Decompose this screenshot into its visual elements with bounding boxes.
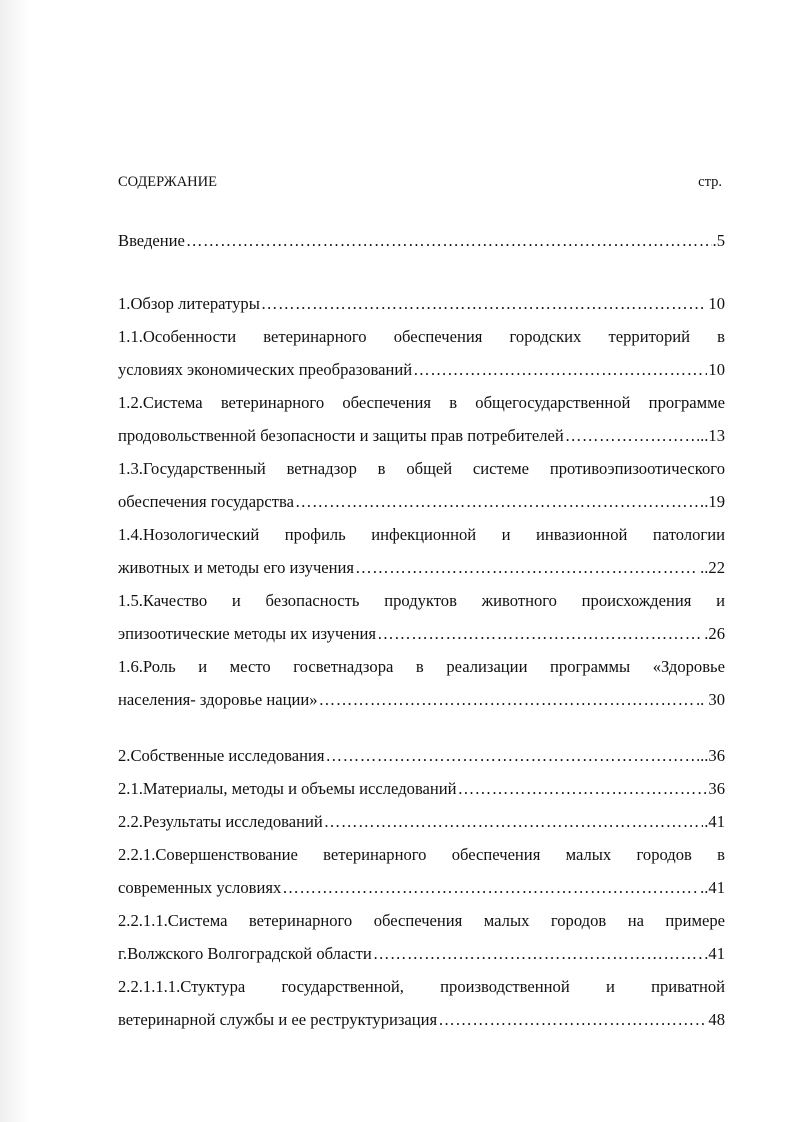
toc-title: СОДЕРЖАНИЕ <box>118 174 217 190</box>
leader-dots <box>319 690 695 710</box>
leader-dots <box>261 294 708 314</box>
scan-shadow-edge <box>0 0 30 1122</box>
page-number: 10 <box>708 360 725 379</box>
leader-dots <box>438 1010 707 1030</box>
leader-dots <box>377 624 703 644</box>
leader-dots <box>186 231 712 251</box>
toc-entry-2-2-1-1-line1[interactable]: 2.2.1.1.Система ветеринарного обеспечения малых городов на примере <box>118 911 725 930</box>
page-number: 36 <box>708 779 725 798</box>
page-number: ..36 <box>700 746 725 765</box>
page-number: .. 30 <box>695 690 725 709</box>
toc-entry-1-4-line1[interactable]: 1.4.Нозологический профиль инфекционной и инвазионной патологии <box>118 525 725 544</box>
toc-entry-2[interactable]: 2.Собственные исследования ……………………………………………………………………………………………………………………………… ..36 <box>118 746 725 779</box>
leader-dots <box>458 779 708 799</box>
leader-dots <box>565 426 699 446</box>
toc-entry-1-3-line1[interactable]: 1.3.Государственный ветнадзор в общей системе противоэпизоотического <box>118 459 725 478</box>
toc-block-chapter-1 <box>118 294 725 723</box>
toc-entry-2-1[interactable]: 2.1.Материалы, методы и объемы исследований ……………………………………………………………………………………………………………………………… 36 <box>118 779 725 812</box>
toc-entry-2-2-1-1-1[interactable]: ветеринарной службы и ее реструктуризация ……………………………………………………………………………………………………………………………… 48 <box>118 1010 725 1043</box>
page-number: .41 <box>704 812 725 831</box>
toc-entry-1-1-line1[interactable]: 1.1.Особенности ветеринарного обеспечения городских территорий в <box>118 327 725 346</box>
toc-entry-1-6[interactable]: населения- здоровье нации» ……………………………………………………………………………………………………………………………… .. 30 <box>118 690 725 723</box>
page-number: ..13 <box>700 426 725 445</box>
leader-dots <box>373 944 703 964</box>
leader-dots <box>324 812 703 832</box>
toc-entry-2-2[interactable]: 2.2.Результаты исследований ……………………………………………………………………………………………………………………………… .41 <box>118 812 725 845</box>
toc-entry-1-1[interactable]: условиях экономических преобразований ……………………………………………………………………………………………………………………………… 10 <box>118 360 725 393</box>
page-number: ..41 <box>700 878 725 897</box>
leader-dots <box>413 360 707 380</box>
page-number: 10 <box>708 294 725 313</box>
leader-dots <box>355 558 699 578</box>
toc-entry-1-2-line1[interactable]: 1.2.Система ветеринарного обеспечения в общегосударственной программе <box>118 393 725 412</box>
toc-entry-1-2[interactable]: продовольственной безопасности и защиты прав потребителей ……………………………………………………………………………………………………………………………… ..13 <box>118 426 725 459</box>
toc-entry-2-2-1[interactable]: современных условиях ……………………………………………………………………………………………………………………………… ..41 <box>118 878 725 911</box>
page-number: 48 <box>708 1010 725 1029</box>
leader-dots <box>295 492 703 512</box>
toc-block-chapter-2 <box>118 746 725 1043</box>
page-number: ..22 <box>700 558 725 577</box>
page-number: .41 <box>704 944 725 963</box>
page-number: .5 <box>712 231 725 250</box>
page-number: .26 <box>704 624 725 643</box>
toc-entry-1-6-line1[interactable]: 1.6.Роль и место госветнадзора в реализации программы «Здоровье <box>118 657 725 676</box>
leader-dots <box>282 878 699 898</box>
toc-block-intro <box>118 231 725 264</box>
toc-entry-2-2-1-1[interactable]: г.Волжского Волгоградской области ……………………………………………………………………………………………………………………………… .41 <box>118 944 725 977</box>
page-column-label: стр. <box>698 174 722 190</box>
toc-entry-1-4[interactable]: животных и методы его изучения ……………………………………………………………………………………………………………………………… ..22 <box>118 558 725 591</box>
toc-entry-2-2-1-1-1-line1[interactable]: 2.2.1.1.1.Стуктура государственной, производственной и приватной <box>118 977 725 996</box>
toc-entry-1-3[interactable]: обеспечения государства ……………………………………………………………………………………………………………………………… .19 <box>118 492 725 525</box>
toc-entry-1-5-line1[interactable]: 1.5.Качество и безопасность продуктов животного происхождения и <box>118 591 725 610</box>
toc-entry-2-2-1-line1[interactable]: 2.2.1.Совершенствование ветеринарного обеспечения малых городов в <box>118 845 725 864</box>
leader-dots <box>326 746 700 766</box>
toc-entry-intro[interactable]: Введение ……………………………………………………………………………………………………………………………… .5 <box>118 231 725 264</box>
page-number: .19 <box>704 492 725 511</box>
toc-entry-1-5[interactable]: эпизоотические методы их изучения ……………………………………………………………………………………………………………………………… .26 <box>118 624 725 657</box>
toc-entry-1[interactable]: 1.Обзор литературы ……………………………………………………………………………………………………………………………… 10 <box>118 294 725 327</box>
